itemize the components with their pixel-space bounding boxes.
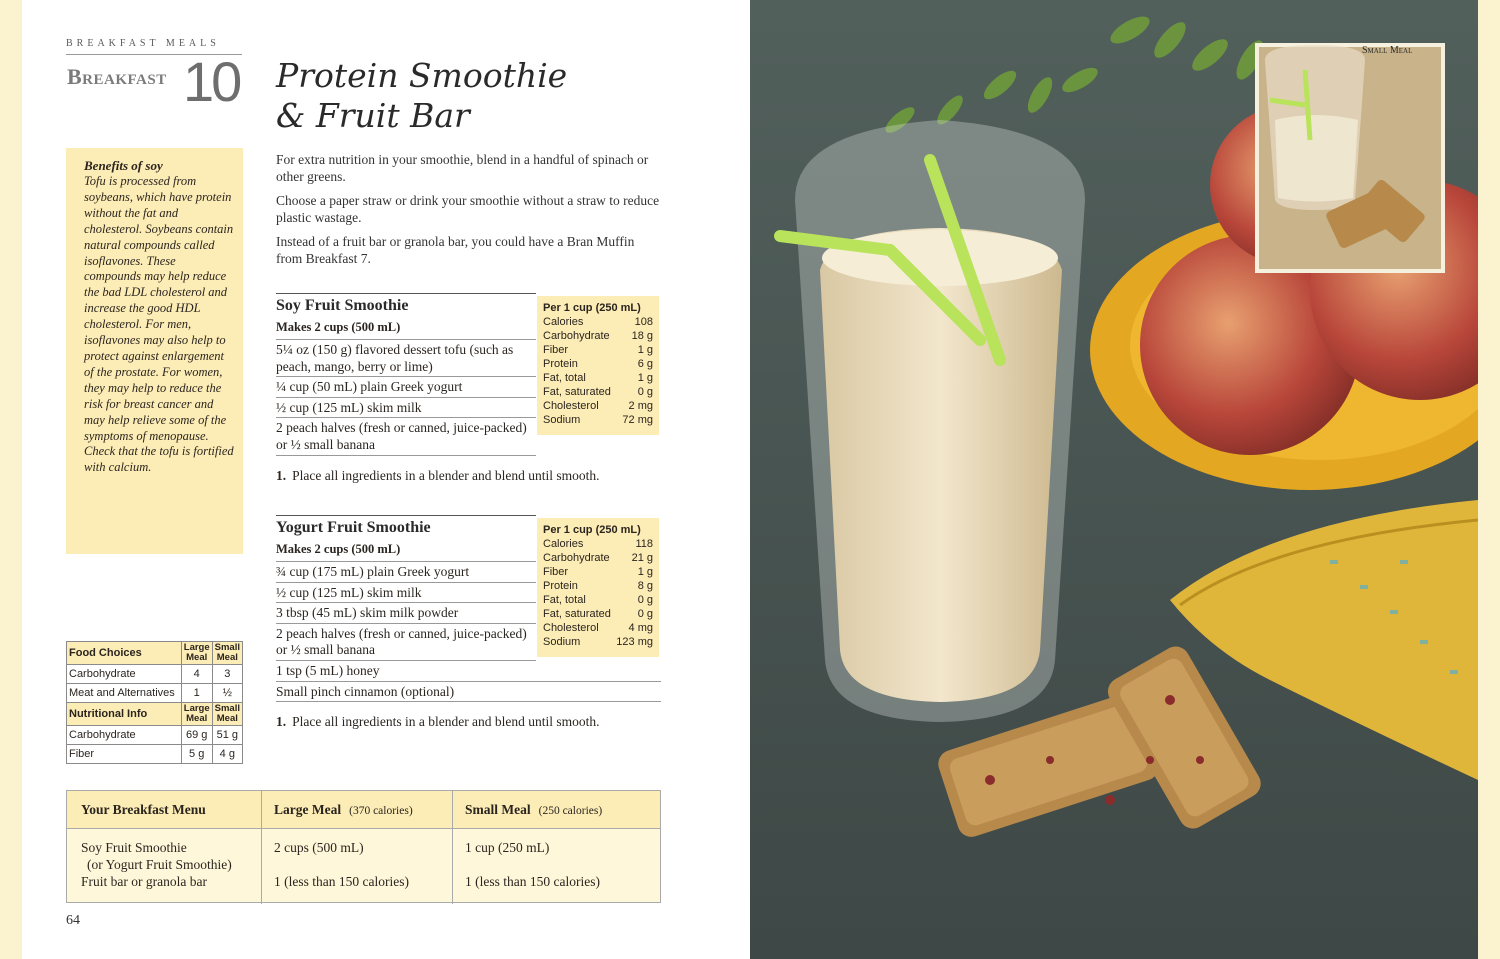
ingredient-list — [276, 562, 536, 702]
nutrient-label: Protein — [543, 358, 578, 370]
nutrient-label: Cholesterol — [543, 622, 599, 634]
ingredient: 1 tsp (5 mL) honey — [276, 661, 661, 682]
large-value: 1 — [181, 684, 212, 703]
menu-item-alt: (or Yogurt Fruit Smoothie) — [87, 857, 232, 872]
intro-paragraph: Instead of a fruit bar or granola bar, you could have a Bran Muffin from Breakfast 7. — [276, 234, 635, 266]
nutrient-value: 0 g — [637, 386, 653, 398]
nutrient-label: Fat, saturated — [543, 608, 611, 620]
menu-body-row — [67, 829, 660, 904]
menu-header-row — [67, 791, 660, 829]
nutrient-label: Fat, total — [543, 594, 586, 606]
nutrient-label: Carbohydrate — [543, 330, 610, 342]
nutrient-label: Fat, total — [543, 372, 586, 384]
nutrient-label: Carbohydrate — [543, 552, 610, 564]
photo-illustration — [750, 0, 1478, 959]
nutrition-row — [543, 343, 653, 357]
menu-items — [67, 829, 262, 904]
nutrition-row — [543, 399, 653, 413]
sidebar-title: Benefits of soy — [84, 158, 163, 173]
col-large-meal: Large Meal — [181, 642, 212, 665]
ingredient-list — [276, 340, 536, 456]
row-label: Carbohydrate — [67, 726, 182, 745]
breakfast-word: Breakfast — [67, 64, 167, 89]
nutrient-value: 18 g — [631, 330, 653, 342]
large-value: 5 g — [181, 745, 212, 764]
small-value: 3 — [212, 665, 242, 684]
recipe-yield: Makes 2 cups (500 mL) — [276, 542, 536, 562]
large-meal-label: Large Meal — [274, 802, 342, 817]
table-row — [67, 665, 243, 684]
title-line-2: & Fruit Bar — [276, 96, 470, 135]
menu-item: Soy Fruit Smoothie — [81, 840, 187, 855]
large-value: 69 g — [181, 726, 212, 745]
step-number: 1. — [276, 714, 287, 730]
nutrition-row — [543, 357, 653, 371]
nutrient-value: 1 g — [637, 344, 653, 356]
nutrition-row — [543, 537, 653, 551]
menu-small-portions — [453, 829, 660, 904]
small-value: 51 g — [212, 726, 242, 745]
benefits-sidebar — [66, 148, 243, 554]
ingredient: 3 tbsp (45 mL) skim milk powder — [276, 603, 536, 624]
food-choices-table — [66, 641, 243, 764]
nutrition-row — [543, 579, 653, 593]
nutrition-header: Per 1 cup (250 mL) — [543, 524, 641, 536]
menu-large-portions — [262, 829, 453, 904]
nutrient-label: Fat, saturated — [543, 386, 611, 398]
nutrition-box — [537, 296, 659, 435]
nutrition-row — [543, 371, 653, 385]
nutrition-row — [543, 607, 653, 621]
large-portion: 1 (less than 150 calories) — [274, 874, 409, 889]
nutrition-row — [543, 329, 653, 343]
ingredient: ½ cup (125 mL) skim milk — [276, 398, 536, 419]
inset-label: Small Meal — [1362, 45, 1413, 56]
col-small-meal: Small Meal — [212, 642, 242, 665]
nutrient-value: 4 mg — [628, 622, 653, 634]
nutrition-box — [537, 518, 659, 657]
nutrient-label: Protein — [543, 580, 578, 592]
step-text: Place all ingredients in a blender and blend until smooth. — [292, 714, 600, 730]
menu-col-small — [453, 791, 660, 828]
small-meal-calories: (250 calories) — [538, 805, 603, 817]
nutrient-label: Calories — [543, 316, 584, 328]
page-edge — [1478, 0, 1500, 959]
table-header-row — [67, 642, 243, 665]
nutrient-label: Sodium — [543, 414, 581, 426]
recipe-title: Yogurt Fruit Smoothie — [276, 515, 536, 537]
nutrient-label: Calories — [543, 538, 584, 550]
table-row — [67, 745, 243, 764]
sidebar-body: Tofu is processed from soybeans, which have protein without the fat and cholesterol. Soybeans contain natural compounds called isoflavones. These compounds may help reduce the bad LDL cholesterol and increase the good HDL cholesterol. For men, isoflavones may also help to protect against enlargement of the prostate. For women, they may help to reduce the risk for breast cancer and may help relieve some of the symptoms of menopause. Check that the tofu is fortified with calcium. — [84, 174, 234, 475]
large-value: 4 — [181, 665, 212, 684]
col-small-meal: Small Meal — [212, 703, 242, 726]
intro-notes — [276, 151, 661, 274]
ingredient: 2 peach halves (fresh or canned, juice-packed) or ½ small banana — [276, 624, 536, 661]
small-value: 4 g — [212, 745, 242, 764]
col-large-meal: Large Meal — [181, 703, 212, 726]
nutrition-row — [543, 551, 653, 565]
table-header-row — [67, 703, 243, 726]
nutrient-value: 6 g — [637, 358, 653, 370]
large-portion: 2 cups (500 mL) — [274, 840, 364, 855]
menu-col-items: Your Breakfast Menu — [67, 791, 262, 828]
recipe-step — [276, 714, 661, 730]
nutrient-label: Sodium — [543, 636, 581, 648]
intro-paragraph: Choose a paper straw or drink your smoothie without a straw to reduce plastic wastage. — [276, 193, 660, 225]
step-text: Place all ingredients in a blender and blend until smooth. — [292, 467, 600, 483]
food-choices-header: Food Choices — [67, 642, 182, 665]
nutrition-row — [543, 315, 653, 329]
nutrient-value: 123 mg — [616, 636, 653, 648]
recipe-step — [276, 468, 661, 484]
page-number: 64 — [66, 913, 80, 928]
small-meal-label: Small Meal — [465, 802, 531, 817]
breakfast-menu-table — [66, 790, 661, 903]
row-label: Fiber — [67, 745, 182, 764]
row-label: Meat and Alternatives — [67, 684, 182, 703]
menu-col-large — [262, 791, 453, 828]
nutrition-row — [543, 565, 653, 579]
menu-item: Fruit bar or granola bar — [81, 874, 207, 889]
ingredient: ¼ cup (50 mL) plain Greek yogurt — [276, 377, 536, 398]
nutrient-value: 1 g — [637, 566, 653, 578]
ingredient: 5¼ oz (150 g) flavored dessert tofu (such as peach, mango, berry or lime) — [276, 340, 536, 377]
recipe-title: Soy Fruit Smoothie — [276, 293, 536, 315]
table-row — [67, 726, 243, 745]
ingredient: Small pinch cinnamon (optional) — [276, 682, 661, 703]
nutrition-row — [543, 385, 653, 399]
page-title — [276, 56, 696, 136]
ingredient: ½ cup (125 mL) skim milk — [276, 583, 536, 604]
large-meal-calories: (370 calories) — [349, 805, 413, 817]
nutrition-row — [543, 593, 653, 607]
nutrient-value: 108 — [634, 316, 653, 328]
nutrient-label: Fiber — [543, 566, 569, 578]
nutrient-label: Fiber — [543, 344, 569, 356]
food-photo — [750, 0, 1478, 959]
intro-paragraph: For extra nutrition in your smoothie, blend in a handful of spinach or other greens. — [276, 152, 649, 184]
ingredient: 2 peach halves (fresh or canned, juice-packed) or ½ small banana — [276, 418, 536, 455]
nutrition-row — [543, 635, 653, 649]
recipe-yield: Makes 2 cups (500 mL) — [276, 320, 536, 340]
nutrition-header: Per 1 cup (250 mL) — [543, 302, 641, 314]
nutrient-value: 72 mg — [622, 414, 653, 426]
nutrient-value: 0 g — [637, 608, 653, 620]
ingredient: ¾ cup (175 mL) plain Greek yogurt — [276, 562, 536, 583]
nutrient-value: 8 g — [637, 580, 653, 592]
nutrition-row — [543, 621, 653, 635]
small-portion: 1 cup (250 mL) — [465, 840, 550, 855]
step-number: 1. — [276, 467, 287, 483]
nutritional-info-header: Nutritional Info — [67, 703, 182, 726]
section-label: BREAKFAST MEALS — [66, 38, 220, 49]
nutrition-row — [543, 413, 653, 427]
nutrient-value: 21 g — [631, 552, 653, 564]
nutrient-value: 1 g — [637, 372, 653, 384]
title-line-1: Protein Smoothie — [276, 56, 568, 95]
row-label: Carbohydrate — [67, 665, 182, 684]
nutrient-value: 2 mg — [628, 400, 653, 412]
nutrient-label: Cholesterol — [543, 400, 599, 412]
table-row — [67, 684, 243, 703]
nutrient-value: 0 g — [637, 594, 653, 606]
small-portion: 1 (less than 150 calories) — [465, 874, 600, 889]
small-value: ½ — [212, 684, 242, 703]
nutrient-value: 118 — [635, 538, 653, 550]
breakfast-number: 10 — [183, 50, 240, 113]
